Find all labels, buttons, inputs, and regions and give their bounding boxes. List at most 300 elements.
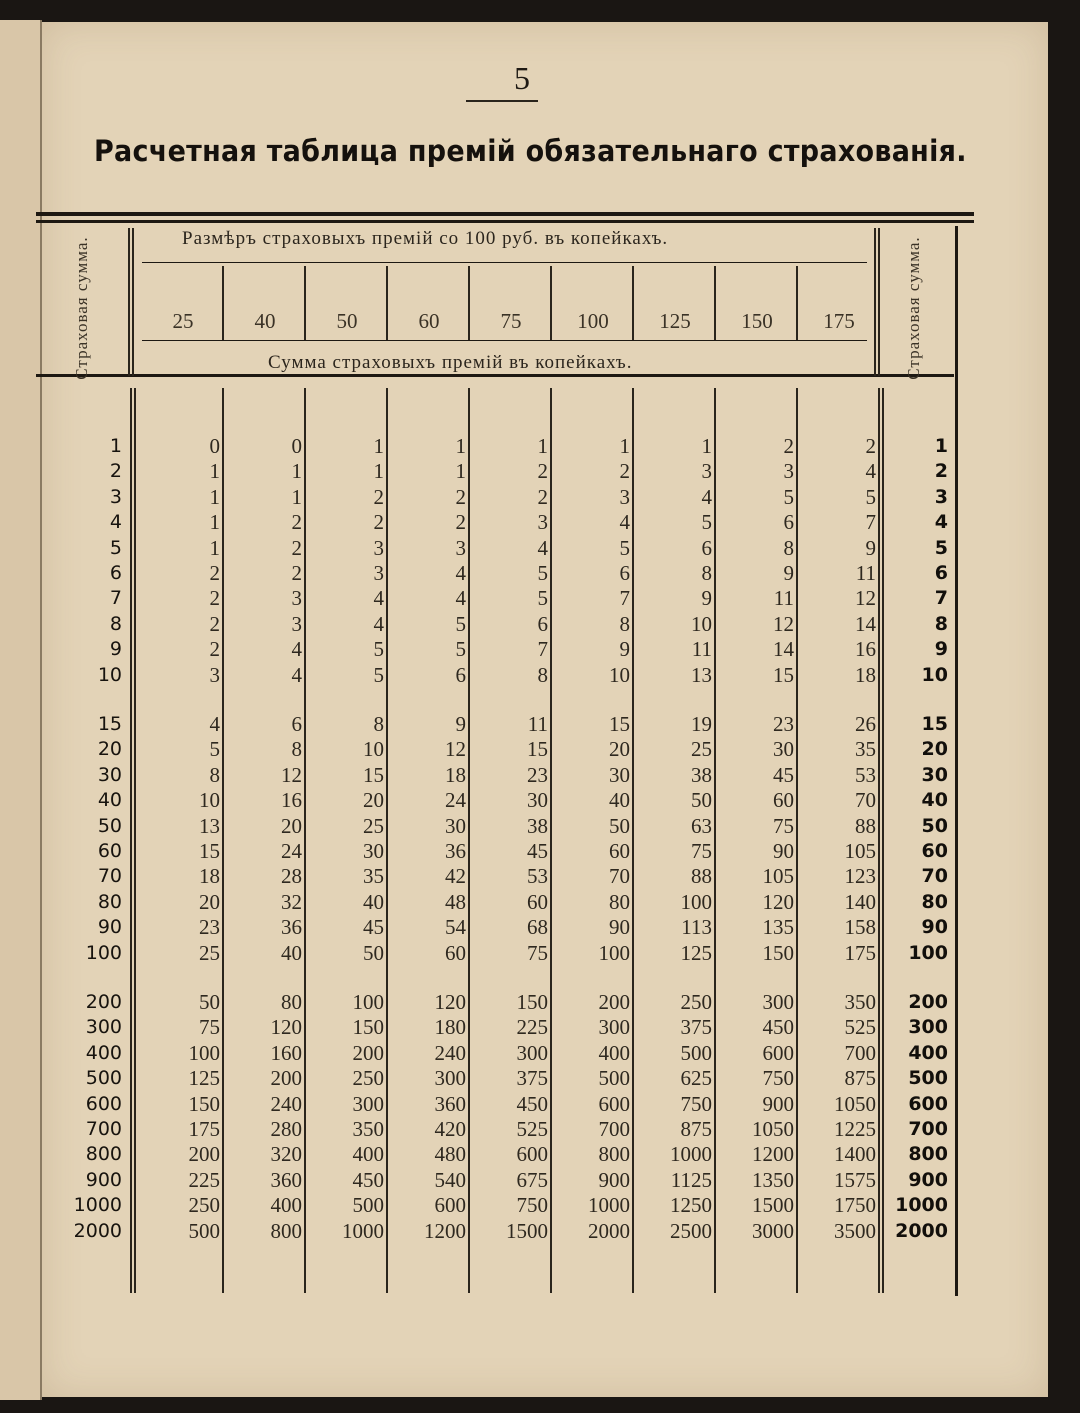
row-sum-left: 600	[85, 1092, 122, 1115]
row-sum-left: 2000	[73, 1219, 122, 1242]
row-sum-right: 300	[908, 1016, 948, 1039]
premium-cell: 45	[527, 839, 548, 863]
premium-cell: 700	[598, 1117, 630, 1141]
premium-cell: 13	[691, 662, 712, 687]
premium-cell: 175	[188, 1117, 220, 1141]
row-sum-left: 3	[109, 485, 122, 508]
premium-cell: 1	[209, 510, 220, 535]
premium-cell: 20	[363, 788, 384, 813]
column-divider-line	[468, 266, 470, 340]
premium-cell: 75	[773, 813, 794, 838]
premium-cell: 80	[281, 990, 302, 1014]
row-sum-right: 90	[921, 916, 948, 939]
premium-cell: 1750	[834, 1193, 876, 1218]
premium-cell: 1225	[834, 1117, 876, 1141]
premium-cell: 15	[199, 839, 220, 863]
premium-cell: 16	[855, 637, 876, 662]
premium-cell: 8	[291, 737, 302, 762]
premium-cell: 54	[445, 915, 466, 940]
premium-cell: 2	[209, 586, 220, 611]
premium-cell: 70	[609, 864, 630, 889]
column-divider-line	[632, 266, 634, 340]
row-sum-left: 7	[109, 587, 122, 610]
premium-cell: 6	[619, 561, 630, 585]
premium-cell: 225	[188, 1167, 220, 1192]
row-sum-left: 800	[85, 1143, 122, 1166]
column-divider-line	[550, 266, 552, 340]
premium-cell: 12	[855, 586, 876, 611]
premium-cell: 375	[516, 1066, 548, 1091]
premium-cell: 3	[619, 484, 630, 509]
premium-cell: 18	[199, 864, 220, 889]
premium-cell: 3	[291, 611, 302, 636]
premium-cell: 450	[762, 1015, 794, 1040]
left-side-label: Страховая сумма.	[72, 236, 91, 380]
premium-cell: 14	[773, 637, 794, 662]
premium-cell: 6	[291, 712, 302, 736]
premium-cell: 90	[609, 915, 630, 940]
premium-cell: 600	[762, 1040, 794, 1065]
top-double-rule-2	[36, 220, 974, 223]
left-header-line	[128, 228, 130, 376]
premium-cell: 36	[281, 915, 302, 940]
rate-header: 100	[577, 309, 609, 333]
premium-cell: 800	[598, 1142, 630, 1167]
premium-cell: 250	[680, 990, 712, 1014]
row-sum-left: 6	[109, 562, 122, 584]
premium-cell: 8	[701, 561, 712, 585]
premium-cell: 60	[445, 940, 466, 965]
header-lower-rule	[142, 340, 867, 341]
column-divider-line	[796, 266, 798, 340]
premium-cell: 100	[352, 990, 384, 1014]
premium-cell: 8	[619, 611, 630, 636]
premium-cell: 30	[773, 737, 794, 762]
premium-cell: 1	[209, 484, 220, 509]
premium-cell: 11	[527, 712, 548, 736]
row-sum-left: 8	[109, 612, 122, 635]
premium-cell: 11	[691, 637, 712, 662]
premium-cell: 4	[701, 484, 712, 509]
page-number: 5	[514, 60, 530, 96]
premium-cell: 180	[434, 1015, 466, 1040]
row-sum-right: 900	[908, 1168, 948, 1191]
row-sum-right: 10	[921, 663, 948, 686]
premium-cell: 2	[209, 561, 220, 585]
premium-cell: 150	[516, 990, 548, 1014]
premium-cell: 23	[199, 915, 220, 940]
premium-cell: 300	[762, 990, 794, 1014]
row-sum-left: 200	[85, 991, 122, 1013]
premium-cell: 750	[762, 1066, 794, 1091]
premium-cell: 35	[855, 737, 876, 762]
premium-cell: 16	[281, 788, 302, 813]
premium-cell: 24	[281, 839, 302, 863]
header-bottom-rule	[36, 374, 954, 377]
row-sum-right: 15	[921, 713, 948, 735]
premium-cell: 1500	[506, 1218, 548, 1243]
premium-cell: 2	[865, 434, 876, 458]
row-sum-right: 70	[921, 865, 948, 888]
premium-cell: 6	[701, 535, 712, 560]
premium-cell: 26	[855, 712, 876, 736]
row-sum-right: 200	[908, 991, 948, 1013]
premium-cell: 420	[434, 1117, 466, 1141]
row-sum-right: 1	[934, 435, 948, 457]
premium-cell: 1	[209, 459, 220, 484]
row-sum-right: 20	[921, 738, 948, 761]
premium-cell: 2	[537, 459, 548, 484]
premium-cell: 600	[434, 1193, 466, 1218]
top-double-rule-1	[36, 212, 974, 216]
premium-cell: 360	[270, 1167, 302, 1192]
premium-cell: 2	[783, 434, 794, 458]
premium-cell: 7	[865, 510, 876, 535]
premium-cell: 123	[844, 864, 876, 889]
right-header-line	[874, 228, 876, 376]
premium-cell: 250	[352, 1066, 384, 1091]
premium-cell: 1200	[752, 1142, 794, 1167]
left-body-line	[130, 388, 132, 1293]
premium-cell: 150	[352, 1015, 384, 1040]
premium-cell: 9	[619, 637, 630, 662]
premium-cell: 4	[209, 712, 220, 736]
row-sum-left: 400	[85, 1041, 122, 1064]
premium-cell: 800	[270, 1218, 302, 1243]
document-page	[42, 22, 1048, 1397]
row-sum-left: 5	[109, 536, 122, 559]
premium-cell: 14	[855, 611, 876, 636]
premium-cell: 25	[199, 940, 220, 965]
row-sum-left: 50	[97, 814, 122, 837]
premium-cell: 3	[783, 459, 794, 484]
premium-cell: 12	[445, 737, 466, 762]
premium-cell: 40	[281, 940, 302, 965]
premium-cell: 4	[291, 637, 302, 662]
premium-cell: 20	[199, 889, 220, 914]
premium-cell: 1125	[670, 1167, 712, 1192]
left-header-line	[132, 228, 134, 376]
premium-cell: 2	[455, 484, 466, 509]
premium-cell: 1000	[670, 1142, 712, 1167]
right-border	[955, 226, 958, 1296]
premium-cell: 5	[209, 737, 220, 762]
premium-cell: 53	[527, 864, 548, 889]
premium-cell: 2	[373, 484, 384, 509]
premium-cell: 11	[855, 561, 876, 585]
premium-cell: 5	[701, 510, 712, 535]
premium-cell: 1050	[834, 1091, 876, 1116]
premium-cell: 300	[516, 1040, 548, 1065]
premium-cell: 19	[691, 712, 712, 736]
row-sum-right: 6	[934, 562, 948, 584]
rate-header: 25	[172, 309, 194, 333]
premium-cell: 450	[352, 1167, 384, 1192]
row-sum-right: 3	[934, 485, 948, 508]
premium-cell: 4	[373, 586, 384, 611]
premium-cell: 320	[270, 1142, 302, 1167]
premium-cell: 4	[291, 662, 302, 687]
premium-cell: 63	[691, 813, 712, 838]
rate-header: 75	[500, 309, 522, 333]
premium-cell: 48	[445, 889, 466, 914]
premium-cell: 1500	[752, 1193, 794, 1218]
premium-cell: 10	[691, 611, 712, 636]
row-sum-right: 400	[908, 1041, 948, 1064]
premium-cell: 2	[209, 637, 220, 662]
premium-cell: 68	[527, 915, 548, 940]
premium-cell: 1	[701, 434, 712, 458]
premium-cell: 140	[844, 889, 876, 914]
premium-cell: 900	[762, 1091, 794, 1116]
premium-cell: 4	[455, 586, 466, 611]
premium-cell: 30	[527, 788, 548, 813]
row-sum-left: 1000	[73, 1194, 122, 1217]
row-sum-right: 9	[934, 638, 948, 661]
premium-cell: 0	[209, 434, 220, 458]
premium-cell: 200	[352, 1040, 384, 1065]
premium-cell: 5	[455, 637, 466, 662]
premium-cell: 240	[434, 1040, 466, 1065]
premium-cell: 1200	[424, 1218, 466, 1243]
rate-header: 50	[336, 309, 358, 333]
premium-cell: 300	[352, 1091, 384, 1116]
premium-cell: 1	[373, 434, 384, 458]
premium-cell: 8	[373, 712, 384, 736]
premium-cell: 125	[188, 1066, 220, 1091]
premium-cell: 225	[516, 1015, 548, 1040]
premium-cell: 9	[455, 712, 466, 736]
premium-cell: 20	[281, 813, 302, 838]
premium-cell: 60	[527, 889, 548, 914]
premium-cell: 1350	[752, 1167, 794, 1192]
premium-cell: 36	[445, 839, 466, 863]
premium-cell: 6	[783, 510, 794, 535]
left-body-line	[134, 388, 136, 1293]
row-sum-left: 4	[109, 511, 122, 534]
premium-cell: 3	[373, 561, 384, 585]
premium-cell: 125	[680, 940, 712, 965]
premium-cell: 1	[291, 459, 302, 484]
premium-cell: 875	[844, 1066, 876, 1091]
column-divider-line	[714, 266, 716, 340]
premium-cell: 4	[537, 535, 548, 560]
row-sum-left: 90	[97, 916, 122, 939]
premium-cell: 25	[691, 737, 712, 762]
premium-cell: 2500	[670, 1218, 712, 1243]
premium-cell: 105	[762, 864, 794, 889]
premium-cell: 158	[844, 915, 876, 940]
premium-cell: 250	[188, 1193, 220, 1218]
premium-cell: 12	[281, 762, 302, 787]
premium-cell: 75	[199, 1015, 220, 1040]
premium-cell: 2	[291, 535, 302, 560]
premium-cell: 525	[516, 1117, 548, 1141]
premium-cell: 7	[619, 586, 630, 611]
premium-cell: 8	[537, 662, 548, 687]
premium-cell: 5	[373, 637, 384, 662]
row-sum-right: 40	[921, 789, 948, 812]
premium-cell: 45	[773, 762, 794, 787]
premium-cell: 45	[363, 915, 384, 940]
rate-header: 60	[418, 309, 440, 333]
row-sum-right: 2	[934, 460, 948, 483]
column-divider-line	[386, 266, 388, 340]
premium-cell: 3000	[752, 1218, 794, 1243]
premium-cell: 5	[373, 662, 384, 687]
premium-cell: 120	[434, 990, 466, 1014]
premium-cell: 9	[865, 535, 876, 560]
premium-cell: 150	[188, 1091, 220, 1116]
premium-cell: 13	[199, 813, 220, 838]
premium-cell: 750	[680, 1091, 712, 1116]
premium-cell: 25	[363, 813, 384, 838]
row-sum-left: 700	[85, 1118, 122, 1140]
premium-cell: 540	[434, 1167, 466, 1192]
row-sum-left: 2	[109, 460, 122, 483]
row-sum-right: 600	[908, 1092, 948, 1115]
premium-cell: 2	[209, 611, 220, 636]
premium-cell: 500	[352, 1193, 384, 1218]
premium-cell: 350	[352, 1117, 384, 1141]
premium-cell: 400	[270, 1193, 302, 1218]
premium-cell: 375	[680, 1015, 712, 1040]
premium-cell: 1250	[670, 1193, 712, 1218]
premium-cell: 1	[209, 535, 220, 560]
premium-cell: 875	[680, 1117, 712, 1141]
premium-cell: 3	[455, 535, 466, 560]
premium-cell: 400	[598, 1040, 630, 1065]
row-sum-right: 80	[921, 890, 948, 913]
premium-cell: 1	[537, 434, 548, 458]
row-sum-right: 30	[921, 763, 948, 786]
page-number-rule	[466, 100, 538, 102]
premium-cell: 24	[445, 788, 466, 813]
premium-cell: 50	[691, 788, 712, 813]
premium-cell: 2	[373, 510, 384, 535]
premium-cell: 90	[773, 839, 794, 863]
premium-cell: 60	[773, 788, 794, 813]
premiums-header: Сумма страховыхъ премій въ копейкахъ.	[268, 352, 633, 373]
premium-cell: 5	[537, 586, 548, 611]
rate-header: 125	[659, 309, 691, 333]
premium-cell: 10	[609, 662, 630, 687]
premium-cell: 88	[855, 813, 876, 838]
premium-cell: 160	[270, 1040, 302, 1065]
row-sum-right: 8	[934, 612, 948, 635]
row-sum-right: 50	[921, 814, 948, 837]
row-sum-left: 500	[85, 1067, 122, 1090]
premium-cell: 1	[619, 434, 630, 458]
row-sum-left: 1	[109, 435, 122, 457]
premium-cell: 750	[516, 1193, 548, 1218]
row-sum-left: 60	[97, 840, 122, 862]
premium-cell: 60	[609, 839, 630, 863]
premium-cell: 2000	[588, 1218, 630, 1243]
premium-cell: 100	[680, 889, 712, 914]
premium-cell: 600	[516, 1142, 548, 1167]
row-sum-right: 5	[934, 536, 948, 559]
premium-cell: 50	[199, 990, 220, 1014]
premium-cell: 5	[619, 535, 630, 560]
premium-cell: 5	[783, 484, 794, 509]
premium-cell: 105	[844, 839, 876, 863]
premium-cell: 3	[373, 535, 384, 560]
row-sum-left: 10	[97, 663, 122, 686]
premium-cell: 100	[598, 940, 630, 965]
premium-cell: 80	[609, 889, 630, 914]
premium-cell: 50	[363, 940, 384, 965]
premium-cell: 18	[445, 762, 466, 787]
premium-cell: 7	[537, 637, 548, 662]
premium-cell: 3500	[834, 1218, 876, 1243]
rate-header: 175	[823, 309, 855, 333]
premium-cell: 2	[291, 561, 302, 585]
premium-cell: 500	[188, 1218, 220, 1243]
premium-cell: 30	[445, 813, 466, 838]
row-sum-left: 80	[97, 890, 122, 913]
rates-header: Размѣръ страховыхъ премій со 100 руб. въ копейкахъ.	[182, 228, 669, 249]
premium-cell: 1	[455, 434, 466, 458]
row-sum-right: 60	[921, 840, 948, 862]
premium-cell: 20	[609, 737, 630, 762]
premium-cell: 1400	[834, 1142, 876, 1167]
premium-cell: 23	[527, 762, 548, 787]
row-sum-left: 70	[97, 865, 122, 888]
premium-cell: 38	[691, 762, 712, 787]
column-divider-line	[304, 266, 306, 340]
premium-cell: 450	[516, 1091, 548, 1116]
premium-cell: 360	[434, 1091, 466, 1116]
premium-cell: 525	[844, 1015, 876, 1040]
premium-cell: 150	[762, 940, 794, 965]
premium-cell: 15	[773, 662, 794, 687]
row-sum-right: 100	[908, 941, 948, 964]
premium-cell: 240	[270, 1091, 302, 1116]
premium-cell: 1575	[834, 1167, 876, 1192]
premium-cell: 480	[434, 1142, 466, 1167]
premium-cell: 0	[291, 434, 302, 458]
premium-cell: 113	[681, 915, 712, 940]
premium-cell: 2	[619, 459, 630, 484]
premium-cell: 175	[844, 940, 876, 965]
premium-cell: 10	[199, 788, 220, 813]
premium-cell: 3	[291, 586, 302, 611]
row-sum-right: 1000	[895, 1194, 948, 1217]
row-sum-right: 7	[934, 587, 948, 610]
premium-cell: 15	[609, 712, 630, 736]
premium-cell: 120	[270, 1015, 302, 1040]
premium-cell: 500	[680, 1040, 712, 1065]
premium-cell: 1000	[342, 1218, 384, 1243]
premium-cell: 1	[455, 459, 466, 484]
row-sum-left: 900	[85, 1168, 122, 1191]
premium-cell: 135	[762, 915, 794, 940]
row-sum-left: 100	[85, 941, 122, 964]
right-header-line	[878, 228, 880, 376]
row-sum-left: 30	[97, 763, 122, 786]
premium-cell: 11	[773, 586, 794, 611]
header-mid-rule	[142, 262, 867, 263]
premium-cell: 23	[773, 712, 794, 736]
premium-cell: 2	[455, 510, 466, 535]
page-title: Расчетная таблица премій обязательнаго страхованія.	[94, 134, 967, 168]
premium-cell: 3	[537, 510, 548, 535]
row-sum-right: 4	[934, 511, 948, 534]
column-divider-line	[222, 266, 224, 340]
premium-cell: 4	[455, 561, 466, 585]
premium-cell: 9	[701, 586, 712, 611]
